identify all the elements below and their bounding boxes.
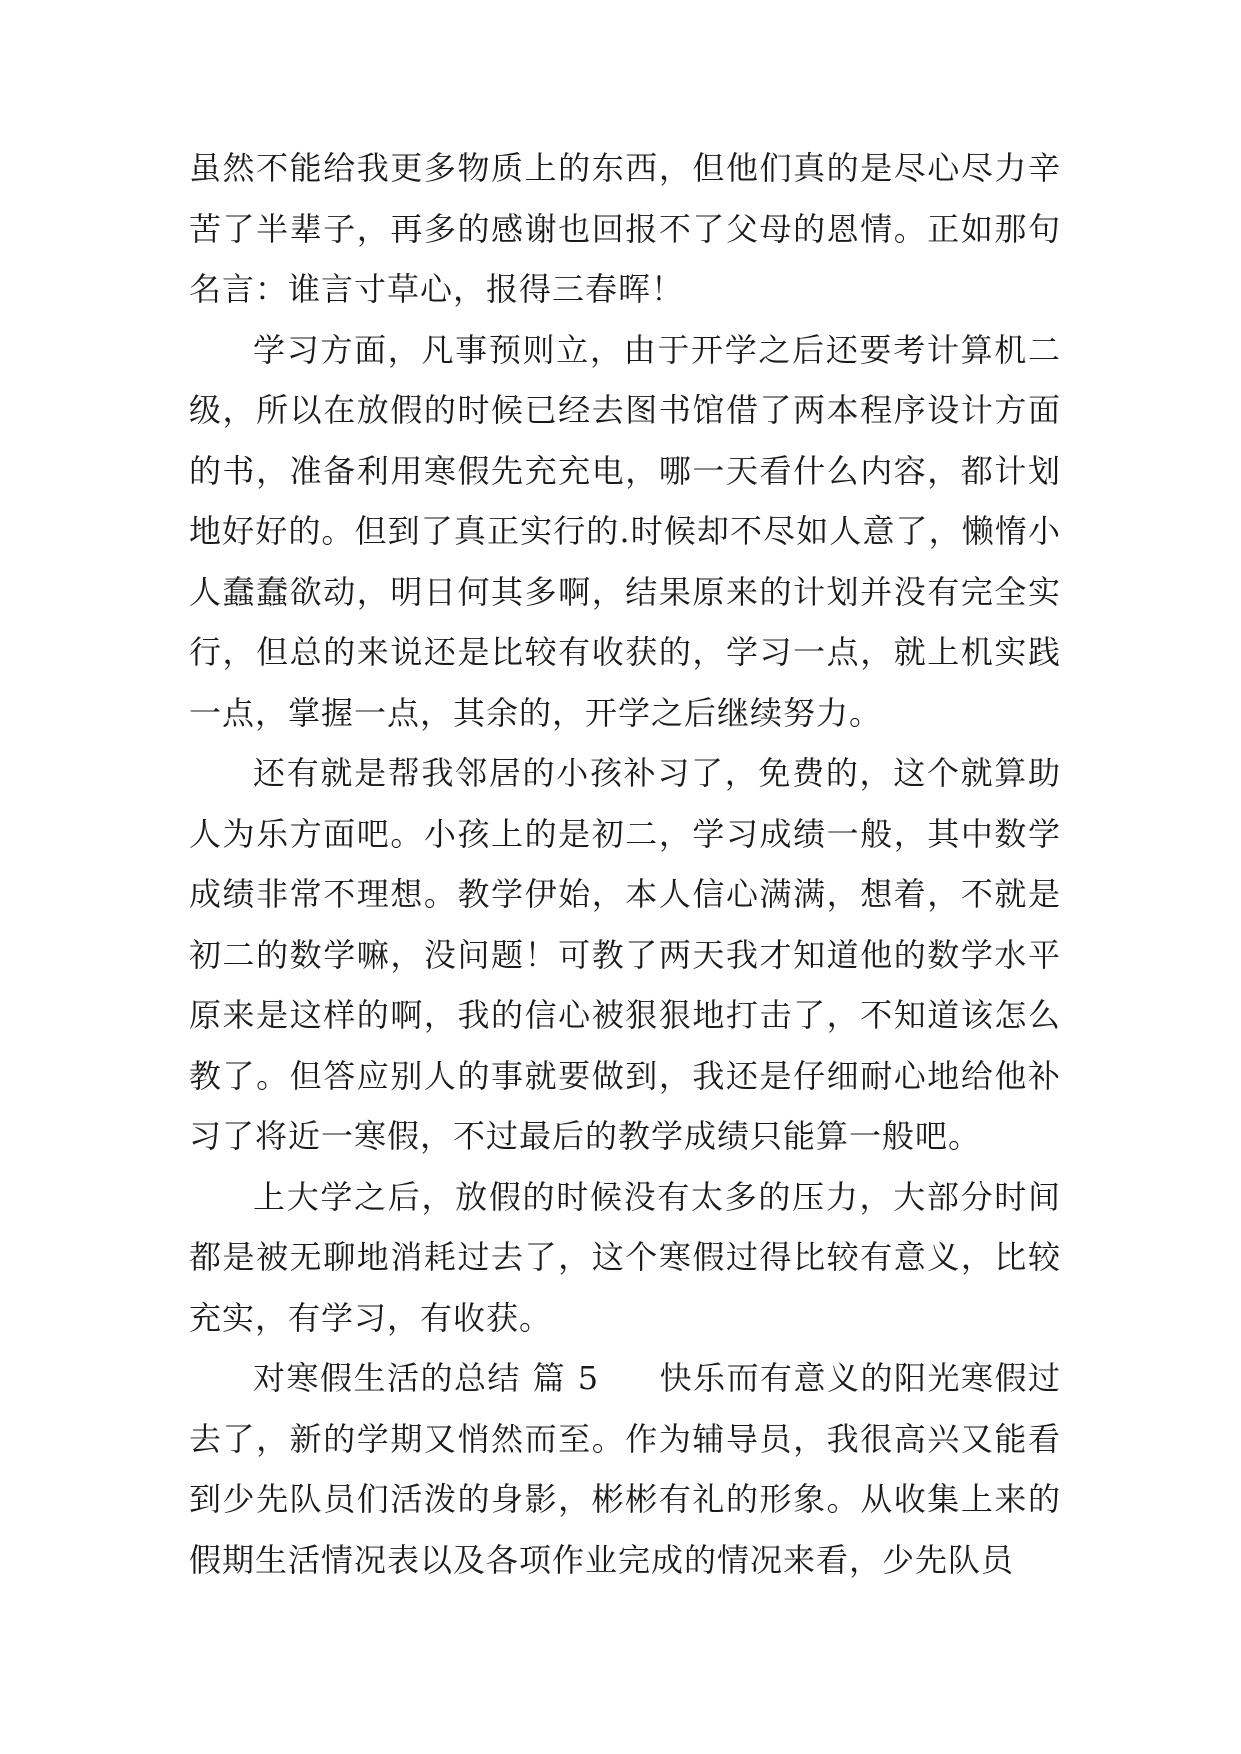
- section-paragraph: [189, 1348, 1061, 1590]
- section-heading: 对寒假生活的总结 篇 5: [253, 1359, 600, 1397]
- paragraph-4: 上大学之后，放假的时候没有太多的压力，大部分时间都是被无聊地消耗过去了，这个寒假过得比较有意义，比较充实，有学习，有收获。: [189, 1177, 1061, 1337]
- section-body: 快乐而有意义的阳光寒假过去了，新的学期又悄然而至。作为辅导员，我很高兴又能看到少先队员们活泼的身影，彬彬有礼的形象。从收集上来的假期生活情况表以及各项作业完成的情况来看，少先队员: [189, 1359, 1061, 1579]
- paragraph-3: 还有就是帮我邻居的小孩补习了，免费的，这个就算助人为乐方面吧。小孩上的是初二，学习成绩一般，其中数学成绩非常不理想。教学伊始，本人信心满满，想着，不就是初二的数学嘛，没问题！可教了两天我才知道他的数学水平原来是这样的啊，我的信心被狠狠地打击了，不知道该怎么教了。但答应别人的事就要做到，我还是仔细耐心地给他补习了将近一寒假，不过最后的教学成绩只能算一般吧。: [189, 754, 1061, 1155]
- paragraph-1: 虽然不能给我更多物质上的东西，但他们真的是尽心尽力辛苦了半辈子，再多的感谢也回报不了父母的恩情。正如那句名言：谁言寸草心，报得三春晖！: [189, 149, 1061, 308]
- paragraph-2: 学习方面，凡事预则立，由于开学之后还要考计算机二级，所以在放假的时候已经去图书馆借了两本程序设计方面的书，准备利用寒假先充充电，哪一天看什么内容，都计划地好好的。但到了真正实行的.时候却不尽如人意了，懒惰小人蠢蠢欲动，明日何其多啊，结果原来的计划并没有完全实行，但总的来说还是比较有收获的，学习一点，就上机实践一点，掌握一点，其余的，开学之后继续努力。: [189, 330, 1061, 732]
- document-body: [189, 138, 1061, 1590]
